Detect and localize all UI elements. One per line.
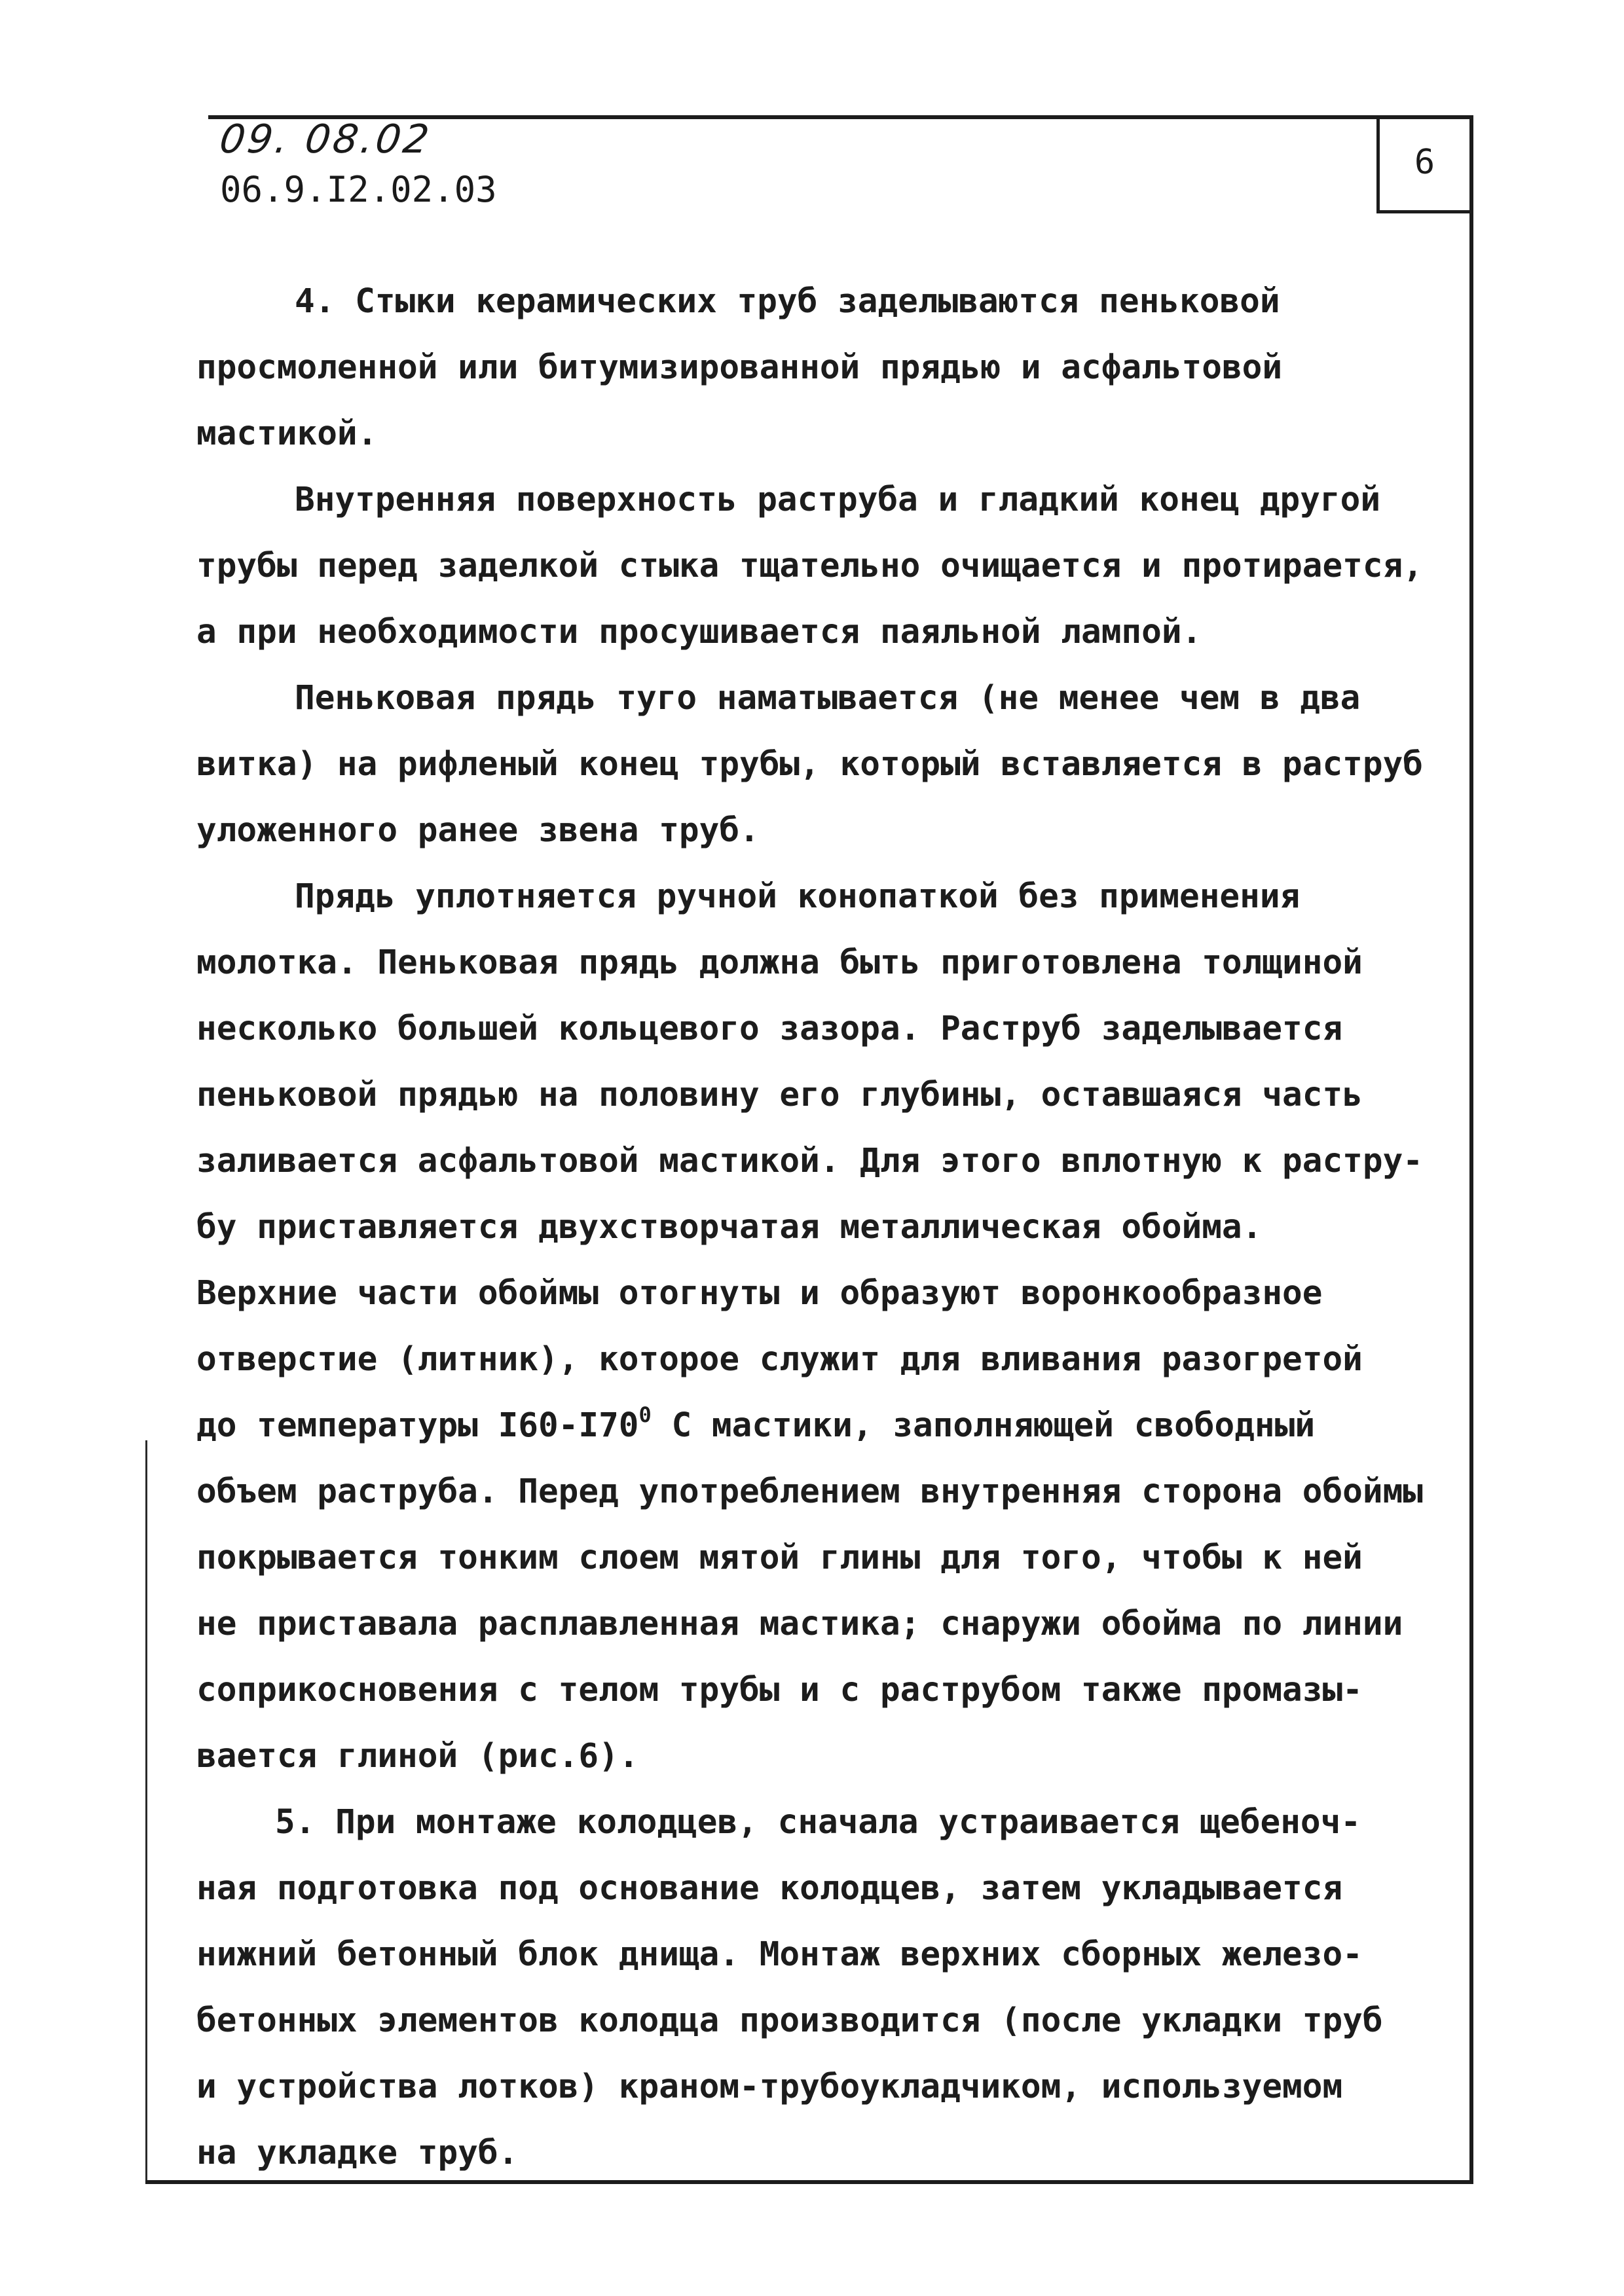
document-body (196, 268, 1444, 2186)
text-line: объем раструба. Перед употреблением внутренняя сторона обоймы (196, 1472, 1423, 1511)
text-line: бу приставляется двухстворчатая металлическая обойма. (196, 1208, 1263, 1247)
temperature-text-tail: С мастики, заполняющей свободный (651, 1406, 1316, 1445)
text-line: соприкосновения с телом трубы и с раструбом также промазы- (196, 1671, 1363, 1709)
text-line: трубы перед заделкой стыка тщательно очищается и протирается, (196, 547, 1423, 585)
text-line: бетонных элементов колодца производится (после укладки труб (196, 2001, 1383, 2040)
text-line: витка) на рифленый конец трубы, который вставляется в раструб (196, 745, 1423, 784)
text-line: просмоленной или битумизированной прядью и асфальтовой (196, 348, 1283, 387)
frame-right-border (1469, 115, 1473, 2184)
text-line: несколько большей кольцевого зазора. Раструб заделывается (196, 1010, 1343, 1048)
text-line: пеньковой прядью на половину его глубины, оставшаяся часть (196, 1076, 1363, 1114)
text-line: Пеньковая прядь туго наматывается (не менее чем в два (295, 679, 1361, 718)
text-line: Внутренняя поверхность раструба и гладкий конец другой (295, 481, 1381, 519)
text-line: нижний бетонный блок днища. Монтаж верхних сборных железо- (196, 1935, 1363, 1974)
page-number-box (1376, 115, 1469, 213)
text-line: заливается асфальтовой мастикой. Для этого вплотную к растру- (196, 1142, 1423, 1180)
paragraph-5 (196, 1789, 1444, 2186)
text-line: 4. Стыки керамических труб заделываются пеньковой (295, 282, 1280, 321)
paragraph-1 (196, 268, 1444, 467)
frame-left-border (145, 1440, 147, 2180)
paragraph-2 (196, 467, 1444, 665)
text-line-temperature (196, 1393, 1444, 1459)
text-line: 5. При монтаже колодцев, сначала устраивается щебеноч- (275, 1803, 1361, 1842)
temperature-text: до температуры I60-I70 (196, 1406, 639, 1445)
text-line: отверстие (литник), которое служит для вливания разогретой (196, 1340, 1363, 1379)
text-line: мастикой. (196, 414, 378, 453)
text-line: вается глиной (рис.6). (196, 1737, 639, 1776)
text-line: ная подготовка под основание колодцев, затем укладывается (196, 1869, 1343, 1908)
paragraph-3 (196, 665, 1444, 864)
text-line: не приставала расплавленная мастика; снаружи обойма по линии (196, 1605, 1403, 1643)
text-line: Верхние части обоймы отогнуты и образуют воронкообразное (196, 1274, 1323, 1313)
page-number: 6 (1414, 143, 1435, 182)
text-line: а при необходимости просушивается паяльной лампой. (196, 613, 1202, 651)
degree-superscript: 0 (638, 1402, 652, 1427)
text-line: Прядь уплотняется ручной конопаткой без применения (295, 877, 1301, 916)
text-line: и устройства лотков) краном-трубоукладчиком, используемом (196, 2068, 1343, 2106)
text-line: молотка. Пеньковая прядь должна быть приготовлена толщиной (196, 943, 1363, 982)
document-code: 06.9.I2.02.03 (220, 169, 497, 210)
paragraph-4 (196, 864, 1444, 1789)
text-line: на укладке труб. (196, 2134, 519, 2172)
text-line: покрывается тонким слоем мятой глины для того, чтобы к ней (196, 1539, 1363, 1577)
document-code-handwritten: 09. 08.02 (217, 117, 435, 162)
text-line: уложенного ранее звена труб. (196, 811, 760, 850)
